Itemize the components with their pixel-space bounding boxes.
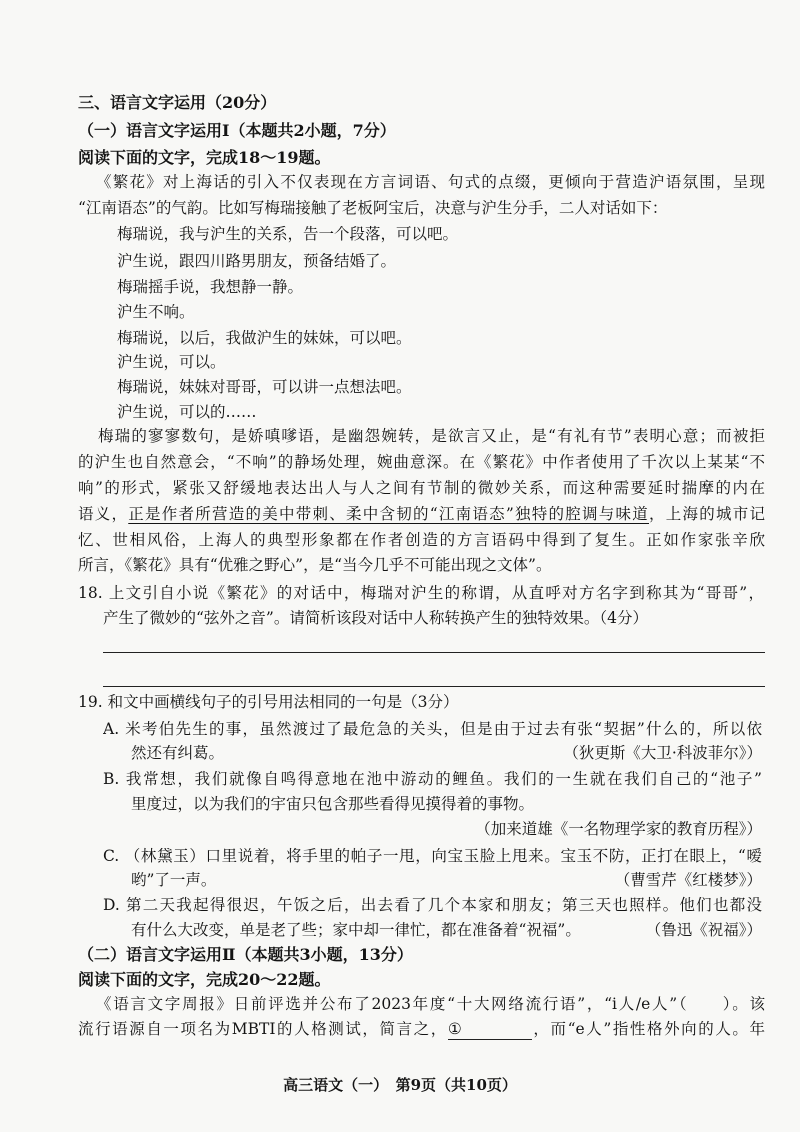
section-title: 三、语言文字运用（20分） xyxy=(78,93,277,112)
dialogue-line: 梅瑞摇手说，我想静一静。 xyxy=(117,278,304,296)
passage-para2-line-underlined xyxy=(78,502,765,526)
question-19-stem: 19. 和文中画横线句子的引号用法相同的一句是（3分） xyxy=(78,693,459,711)
option-b-line: 里度过，以为我们的宇宙只包含那些看得见摸得着的事物。 xyxy=(131,795,535,813)
passage-para2-line: 的沪生也自然意会，“不响”的静场处理，婉曲意深。在《繁花》中作者使用了千次以上某某“不 xyxy=(78,453,765,471)
answer-line xyxy=(103,686,765,687)
dialogue-line: 沪生说，可以。 xyxy=(117,353,226,371)
part2-passage-line: 《语言文字周报》日前评选并公布了2023年度“十大网络流行语”，“i人/e人”（ ）。该 xyxy=(96,995,765,1013)
dialogue-line: 沪生不响。 xyxy=(117,303,195,321)
option-source: （加来道雄《一名物理学家的教育历程》） xyxy=(475,820,762,838)
passage-para2-line: 响”的形式，紧张又舒缓地表达出人与人之间有节制的微妙关系，而这种需要延时揣摩的内在 xyxy=(78,479,765,497)
part1-title: （一）语言文字运用Ⅰ（本题共2小题，7分） xyxy=(78,121,396,140)
page-footer: 高三语文（一） 第9页（共10页） xyxy=(283,1076,517,1094)
passage-para2-line: 忆、世相风俗，上海人的典型形象都在作者创造的方言语码中得到了复生。正如作家张辛欣 xyxy=(78,531,765,549)
option-text: 哟”了一声。 xyxy=(131,871,217,889)
dialogue-line: 沪生说，可以的…… xyxy=(117,403,257,421)
dialogue-line: 梅瑞说，我与沪生的关系，告一个段落，可以吧。 xyxy=(117,225,459,243)
option-a-line: A. 米考伯先生的事，虽然渡过了最危急的关头，但是由于过去有张“契据”什么的，所以依 xyxy=(103,720,762,738)
underlined-sentence: 正是作者所营造的美中带刺、柔中含韧的“江南语态”独特的腔调与味道 xyxy=(128,505,649,523)
option-d-line xyxy=(131,918,762,942)
option-text: 然还有纠葛。 xyxy=(131,744,225,762)
option-b-line: B. 我常想，我们就像自鸣得意地在池中游动的鲤鱼。我们的一生就在我们自己的“池子” xyxy=(103,770,762,788)
part2-passage-line xyxy=(78,1017,765,1041)
option-source: （狄更斯《大卫·科波菲尔》） xyxy=(563,744,762,762)
option-c-line: C. （林黛玉）口里说着，将手里的帕子一甩，向宝玉脸上甩来。宝玉不防，正打在眼上，“嗳 xyxy=(103,847,762,865)
option-c-line xyxy=(131,868,762,892)
passage-para2-line: 梅瑞的寥寥数句，是娇嗔嗲语，是幽怨婉转，是欲言又止，是“有礼有节”表明心意；而被拒 xyxy=(98,427,765,445)
passage-para2-line: 所言，《繁花》具有“优雅之野心”，是“当今几乎不可能出现之文体”。 xyxy=(78,556,552,574)
part1-instruction: 阅读下面的文字，完成18～19题。 xyxy=(78,148,331,167)
option-d-line: D. 第二天我起得很迟，午饭之后，出去看了几个本家和朋友；第三天也照样。他们也都没 xyxy=(103,896,762,914)
option-source: （曹雪芹《红楼梦》） xyxy=(614,871,762,889)
passage-para1-line: 《繁花》对上海话的引入不仅表现在方言词语、句式的点缀，更倾向于营造沪语氛围，呈现 xyxy=(96,173,765,191)
fill-blank: ① xyxy=(448,1019,532,1040)
option-a-line xyxy=(131,741,762,765)
dialogue-line: 梅瑞说，以后，我做沪生的妹妹，可以吧。 xyxy=(117,329,412,347)
text-span: 流行语源自一项名为MBTI的人格测试，简言之， xyxy=(78,1020,448,1038)
part2-title: （二）语言文字运用Ⅱ（本题共3小题，13分） xyxy=(78,945,413,964)
text-span: ，上海的城市记 xyxy=(649,505,765,523)
answer-line xyxy=(103,652,765,653)
question-18-line: 18. 上文引自小说《繁花》的对话中，梅瑞对沪生的称谓，从直呼对方名字到称其为“哥哥”， xyxy=(78,584,764,602)
option-text: 有什么大改变，单是老了些；家中却一律忙，都在准备着“祝福”。 xyxy=(131,921,581,939)
part2-instruction: 阅读下面的文字，完成20～22题。 xyxy=(78,970,331,989)
passage-para1-line: “江南语态”的气韵。比如写梅瑞接触了老板阿宝后，决意与沪生分手，二人对话如下： xyxy=(78,199,668,217)
option-source: （鲁迅《祝福》） xyxy=(645,921,762,939)
question-18-line: 产生了微妙的“弦外之音”。请简析该段对话中人称转换产生的独特效果。（4分） xyxy=(103,609,648,627)
dialogue-line: 沪生说，跟四川路男朋友，预备结婚了。 xyxy=(117,252,397,270)
text-span: 语义， xyxy=(78,505,129,523)
text-span: ，而“e人”指性格外向的人。年 xyxy=(531,1020,765,1038)
dialogue-line: 梅瑞说，妹妹对哥哥，可以讲一点想法吧。 xyxy=(117,378,412,396)
